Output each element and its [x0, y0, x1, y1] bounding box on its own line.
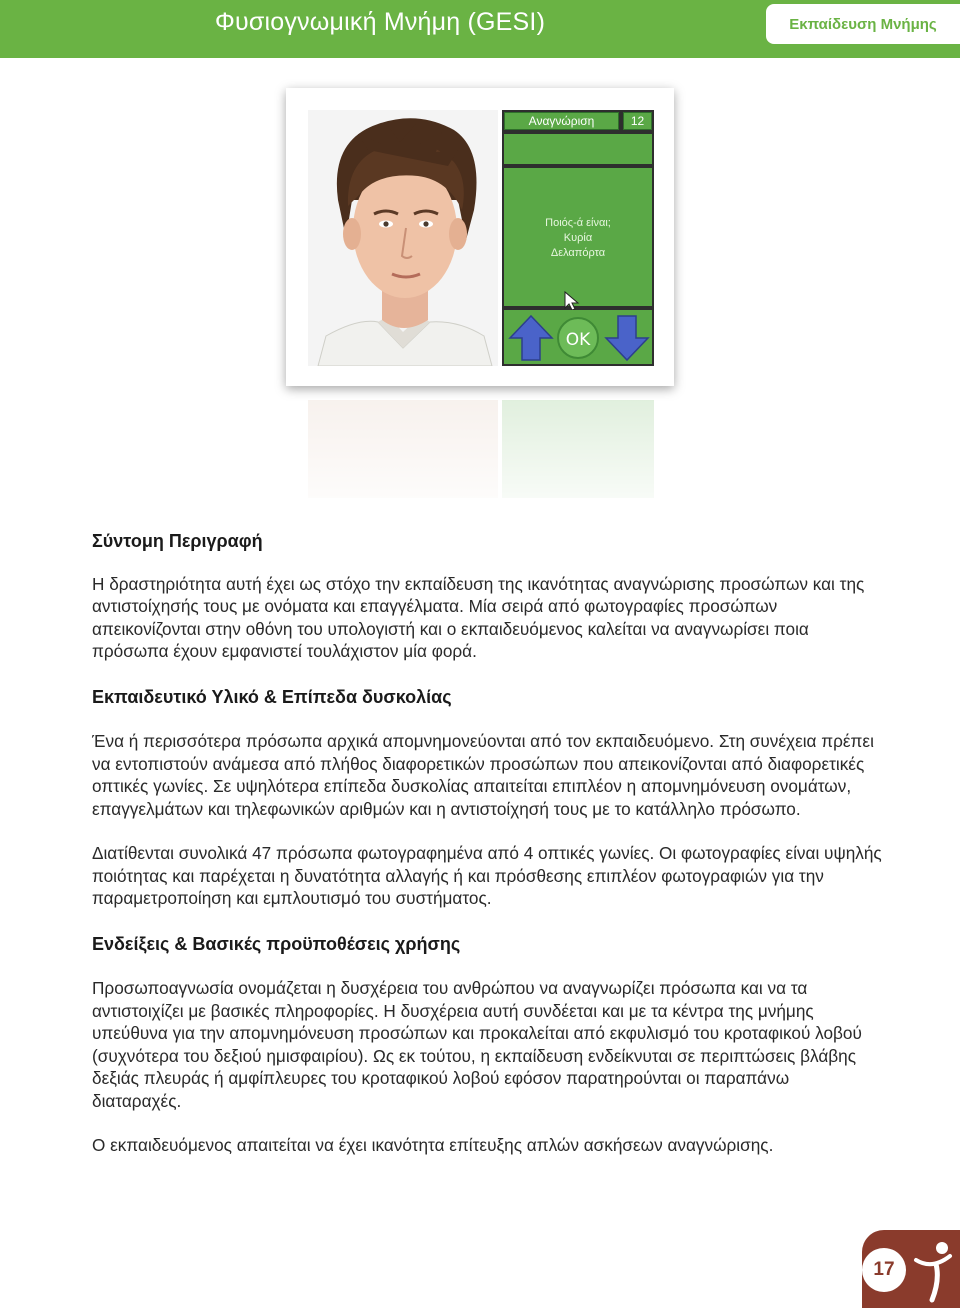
app-screenshot	[286, 88, 674, 386]
section-tag: Εκπαίδευση Μνήμης	[766, 4, 960, 44]
ok-label: OK	[565, 330, 591, 350]
section-title-material: Εκπαιδευτικό Υλικό & Επίπεδα δυσκολίας	[92, 686, 452, 707]
reflection-fade	[280, 396, 680, 536]
question-area	[504, 168, 652, 306]
panel-strip	[504, 134, 652, 164]
summary-paragraph: Η δραστηριότητα αυτή έχει ως στόχο την εκπαίδευση της ικανότητας αναγνώρισης προσώπων και της αντιστοίχησής τους με ονόματα και επαγγέλματα. Μία σειρά από φωτογραφίες προσώπων απεικονίζονται στην οθόνη του υπολογιστή και ο εκπαιδευόμενος καλείται να αναγνωρίσει ποια πρόσωπα έχουν εμφανιστεί τουλάχιστον μία φορά.	[92, 573, 865, 661]
question-line-1: Ποιός-ά είναι;	[545, 217, 611, 229]
page-number-badge	[862, 1230, 960, 1308]
trial-counter: 12	[623, 112, 652, 130]
nav-area	[504, 310, 652, 364]
up-arrow-button[interactable]	[508, 314, 554, 362]
mouse-pointer-icon	[562, 290, 584, 312]
page-title: Φυσιογνωμική Μνήμη (GESI)	[214, 8, 546, 36]
question-text	[504, 216, 652, 261]
material-paragraph-1: Ένα ή περισσότερα πρόσωπα αρχικά απομνημονεύονται από τον εκπαιδευόμενο. Στη συνέχεια πρέπει να εντοπιστούν ανάμεσα από πλήθος διαφορετικών προσώπων που απεικονίζονται από διαφορετικές οπτικές γωνίες. Σε υψηλότερα επίπεδα δυσκολίας απαιτείται επιπλέον η απομνημόνευση ονομάτων, επαγγελμάτων και τηλεφωνικών αριθμών και η αντιστοίχησή τους με το κατάλληλο πρόσωπο.	[92, 731, 874, 819]
question-line-3: Δελαπόρτα	[550, 247, 606, 259]
description-content	[92, 530, 882, 1157]
section-title-summary: Σύντομη Περιγραφή	[92, 531, 263, 551]
face-illustration	[308, 110, 498, 366]
indications-paragraph-2: Ο εκπαιδευόμενος απαιτείται να έχει ικανότητα επίτευξης απλών ασκήσεων αναγνώρισης.	[92, 1135, 774, 1155]
material-paragraph-2: Διατίθενται συνολικά 47 πρόσωπα φωτογραφημένα από 4 οπτικές γωνίες. Οι φωτογραφίες είναι υψηλής ποιότητας και παρέχεται η δυνατότητα αλλαγής ή και πρόσθεσης επιπλέον φωτογραφιών για την παραμετροποίηση και εμπλουτισμό του συστήματος.	[92, 843, 882, 908]
page-number: 17	[862, 1248, 906, 1292]
mode-label: Αναγνώριση	[504, 112, 619, 130]
recognition-panel	[502, 110, 654, 366]
down-arrow-button[interactable]	[604, 314, 650, 362]
person-logo-icon	[912, 1240, 956, 1304]
indications-paragraph-1: Προσωποαγνωσία ονομάζεται η δυσχέρεια του ανθρώπου να αναγνωρίζει πρόσωπα και να τα αντιστοιχίζει με βασικές πληροφορίες. Η δυσχέρεια αυτή συνδέεται και με τα κέντρα της μνήμης υπεύθυνα για την απομνημόνευση προσώπων και προκαλείται από εκφυλισμό του κροταφικού λοβού (συχνότερα του δεξιού ημισφαιρίου). Ως εκ τούτου, η εκπαίδευση ενδείκνυται σε περιπτώσεις βλάβης δεξιάς πλευράς ή αμφίπλευρες του κροταφικού λοβού εφόσον παρατηρούνται οι παραπάνω διαταραχές.	[92, 978, 862, 1111]
face-photo	[308, 110, 498, 366]
ok-button[interactable]	[556, 316, 600, 360]
header-bar	[0, 0, 960, 58]
question-line-2: Κυρία	[563, 232, 593, 244]
section-title-indications: Ενδείξεις & Βασικές προϋποθέσεις χρήσης	[92, 933, 461, 954]
